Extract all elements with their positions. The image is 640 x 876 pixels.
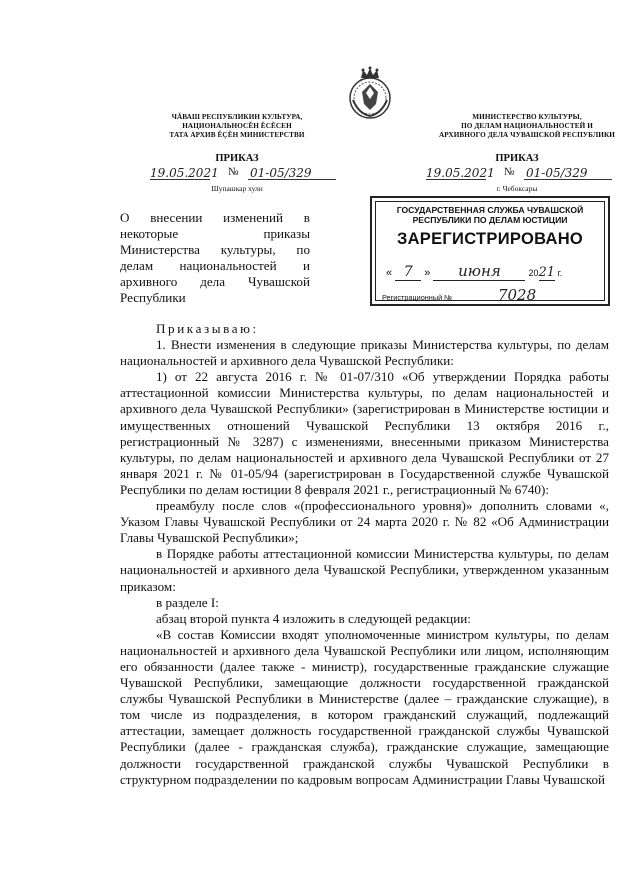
right-no-label: №: [504, 166, 515, 178]
left-number-underline: [248, 179, 336, 180]
body-paragraph-2: 1) от 22 августа 2016 г. № 01-07/310 «Об утверждении Порядка работы аттестационной комиссии Министерства культуры, по делам национальностей и архивного дела Чувашской Республики» (зарегистрирован в Министерстве юстиции и имущественных отношений Чувашской Республики 13 октября 2016 г., регистрационный № 3287) с изменениями, внесенными приказом Министерства культуры, по делам национальностей и архивного дела Чувашской Республики от 27 января 2021 г. № 01-05/94 (зарегистрирован в Государственной службе Чувашской Республики по делам юстиции 8 февраля 2021 г., регистрационный № 6740):: [120, 369, 609, 497]
body-paragraph-4: в Порядке работы аттестационной комиссии Министерства культуры, по делам национальностей и архивного дела Чувашской Республики, утвержденном указанным приказом:: [120, 546, 609, 594]
left-ministry-line-2: НАЦИОНАЛЬНОСĔН ĔСĔСЕН: [182, 122, 292, 130]
left-date-number-line: [150, 166, 340, 182]
right-ministry-line-3: АРХИВНОГО ДЕЛА ЧУВАШСКОЙ РЕСПУБЛИКИ: [439, 131, 615, 139]
right-date-number-line: [426, 166, 616, 182]
right-ministry-line-2: ПО ДЕЛАМ НАЦИОНАЛЬНОСТЕЙ И: [461, 122, 593, 130]
body-paragraph-5: в разделе I:: [156, 594, 219, 610]
left-ministry-name: [152, 113, 322, 140]
right-date-handwritten: 19.05.2021: [426, 166, 495, 180]
left-no-label: №: [228, 166, 239, 178]
left-ministry-line-3: ТАТА АРХИВ ĔÇĔН МИНИСТЕРСТВИ: [169, 131, 305, 139]
registration-stamp: [370, 196, 610, 306]
right-ministry-line-1: МИНИСТЕРСТВО КУЛЬТУРЫ,: [472, 113, 582, 121]
order-body: [120, 321, 609, 788]
stamp-reg-label: Регистрационный №: [382, 293, 452, 302]
order-command: Приказываю:: [156, 321, 259, 336]
stamp-month: июня: [433, 262, 525, 281]
right-ministry-name: [432, 113, 622, 140]
stamp-date: [386, 262, 591, 281]
left-date-underline: [150, 179, 210, 180]
left-city: Шупашкар хули: [211, 184, 263, 193]
body-paragraph-1: 1. Внести изменения в следующие приказы Министерства культуры, по делам национальностей и архивного дела Чувашской Республики:: [120, 337, 609, 369]
left-order-title: ПРИКАЗ: [215, 153, 259, 164]
body-paragraph-6: абзац второй пункта 4 изложить в следующей редакции:: [156, 610, 471, 626]
stamp-quote-close: »: [424, 267, 431, 279]
stamp-year-prefix: 20: [528, 268, 539, 278]
order-subject: [120, 210, 310, 307]
right-number-underline: [524, 179, 612, 180]
stamp-org-line-1: ГОСУДАРСТВЕННАЯ СЛУЖБА ЧУВАШСКОЙ: [396, 205, 584, 215]
stamp-quote-open: «: [386, 267, 393, 279]
right-number-handwritten: 01-05/329: [526, 166, 588, 180]
stamp-year-unit: г.: [557, 268, 563, 278]
stamp-reg-number: 7028: [458, 286, 576, 305]
stamp-registration-number: [382, 286, 597, 305]
right-order-title: ПРИКАЗ: [495, 153, 539, 164]
stamp-year-suffix: 21: [538, 265, 556, 280]
coat-of-arms-emblem: [343, 66, 397, 120]
body-paragraph-3: преамбулу после слов «(профессионального уровня)» дополнить словами «, Указом Главы Чувашской Республики от 24 марта 2020 г. № 82 «Об Администрации Главы Чувашской Республики»;: [120, 498, 609, 546]
left-number-handwritten: 01-05/329: [250, 166, 312, 180]
stamp-org-line-2: РЕСПУБЛИКИ ПО ДЕЛАМ ЮСТИЦИИ: [412, 215, 568, 225]
stamp-inner-frame: [375, 201, 605, 304]
stamp-organization: [376, 205, 604, 225]
right-city: г. Чебоксары: [496, 184, 538, 193]
right-date-underline: [426, 179, 486, 180]
left-date-handwritten: 19.05.2021: [150, 166, 219, 180]
stamp-status: ЗАРЕГИСТРИРОВАНО: [396, 230, 584, 248]
body-paragraph-7: «В состав Комиссии входят уполномоченные министром культуры, по делам национальностей и архивного дела Чувашской Республики или лицом, исполняющим его обязанности (далее также - министр), государственные гражданские служащие Чувашской Республики, замещающие должности государственной гражданской службы Чувашской Республики в Министерстве (далее – гражданские служащие), в том числе из подразделения, в котором гражданский служащий, подлежащий аттестации, замещает должность государственной гражданской службы Чувашской Республики (далее - гражданская служба), гражданские служащие, замещающие должности государственной гражданской службы Чувашской Республики в структурном подразделении по кадровым вопросам Администрации Главы Чувашской: [120, 626, 609, 787]
order-subject-text: О внесении изменений в некоторые приказы Министерства культуры, по делам национальностей и архивного дела Чувашской Республики: [120, 210, 310, 306]
stamp-day: 7: [395, 264, 421, 281]
left-ministry-line-1: ЧĂВАШ РЕСПУБЛИКИН КУЛЬТУРА,: [171, 113, 303, 121]
